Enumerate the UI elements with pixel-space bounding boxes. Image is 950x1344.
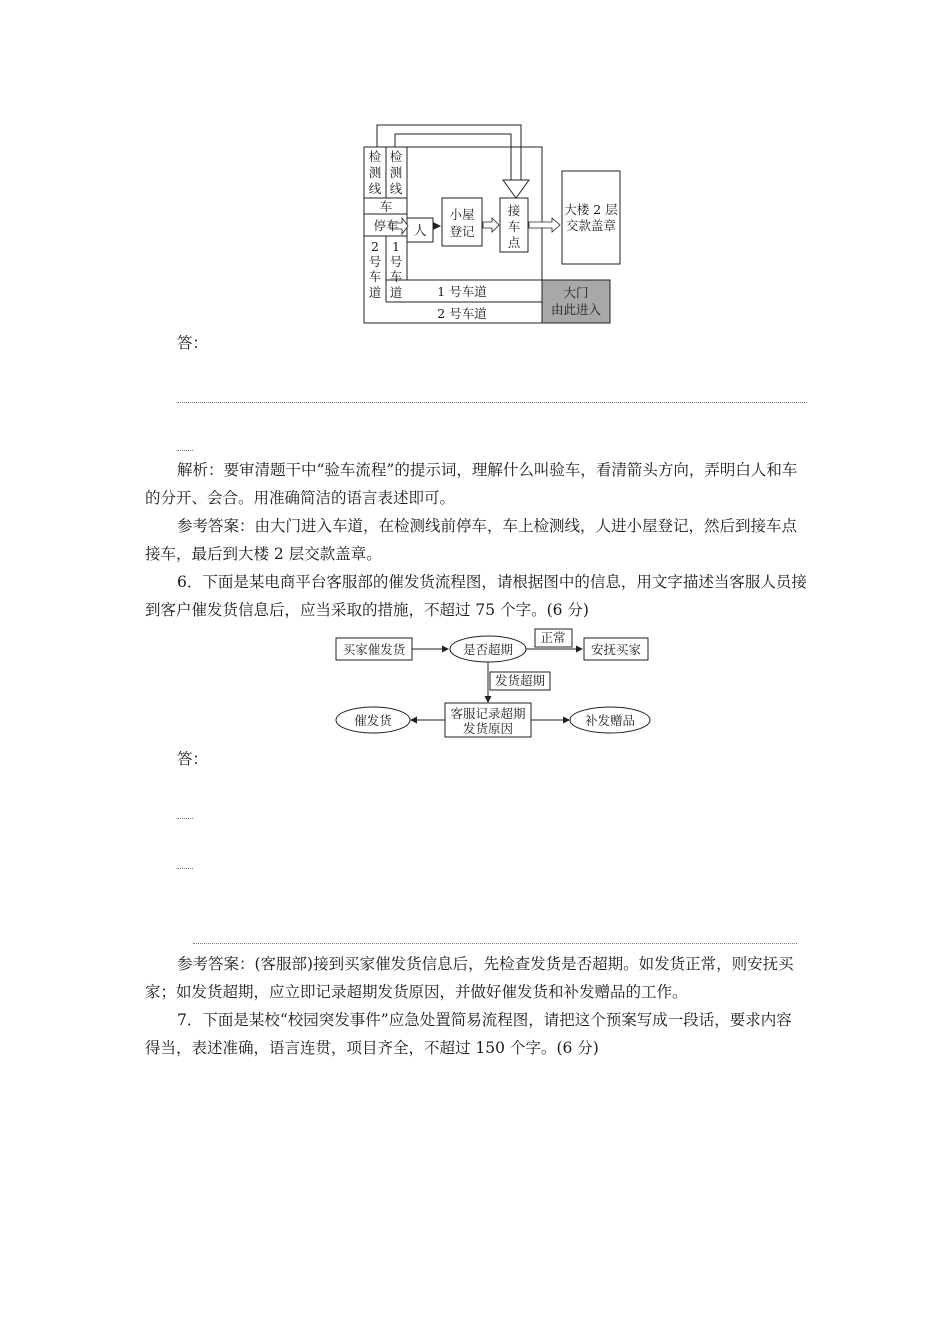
lane1-v-3: 道: [389, 285, 403, 300]
answer-line-2a: [177, 818, 193, 819]
parking-label: 停车: [373, 218, 399, 233]
hut-line1: 小屋: [449, 207, 475, 222]
urge-shipping-flow-diagram: [330, 626, 660, 744]
lane2-v-1: 号: [368, 254, 382, 269]
check-line-2-c0: 检: [389, 149, 403, 164]
hut-line2: 登记: [449, 224, 475, 239]
lane2-v-3: 道: [368, 285, 382, 300]
gate-line1: 大门: [563, 285, 589, 300]
gate-line2: 由此进入: [550, 302, 602, 317]
urge-ship-label: 催发货: [354, 713, 392, 728]
lane1-v-0: 1: [392, 239, 400, 254]
check-line-2-c2: 线: [389, 181, 403, 196]
answer-line-2c: [193, 943, 797, 944]
reference-answer-2: 参考答案：(客服部)接到买家催发货信息后，先检查发货是否超期。如发货正常，则安抚买家；如发货超期，应立即记录超期发货原因，并做好催发货和补发赠品的工作。: [145, 955, 794, 1001]
answer-label-2: 答：: [177, 750, 209, 768]
check-line-1-c1: 测: [368, 165, 382, 180]
answer-line-1-short: [177, 450, 193, 451]
building-line2: 交款盖章: [565, 218, 617, 233]
lane1-v-2: 车: [389, 269, 403, 284]
answer-line-2b: [177, 868, 193, 869]
lane1-label: 1 号车道: [437, 284, 487, 299]
lane2-v-0: 2: [371, 239, 379, 254]
building-line1: 大楼 2 层: [564, 202, 618, 217]
record-line1: 客服记录超期: [450, 706, 526, 721]
inspection-flow-diagram: [355, 118, 625, 330]
lane1-v-1: 号: [389, 254, 403, 269]
shipping-overdue-label: 发货超期: [494, 673, 546, 688]
pickup-c1: 车: [507, 219, 521, 234]
pickup-c2: 点: [507, 235, 521, 250]
gift-label: 补发赠品: [584, 713, 636, 728]
lane2-v-2: 车: [368, 269, 382, 284]
record-line2: 发货原因: [462, 721, 514, 736]
buyer-urge-label: 买家催发货: [342, 642, 406, 657]
analysis-paragraph: 解析：要审清题干中“验车流程”的提示词，理解什么叫验车，看清箭头方向，弄明白人和车的分开、会合。用准确简洁的语言表述即可。: [145, 461, 798, 507]
check-line-1-c2: 线: [368, 181, 382, 196]
che-label: 车: [379, 199, 393, 214]
reference-answer-1: 参考答案：由大门进入车道，在检测线前停车，车上检测线，人进小屋登记，然后到接车点接车，最后到大楼 2 层交款盖章。: [145, 517, 798, 563]
check-line-1-c0: 检: [368, 149, 382, 164]
question-7: 7．下面是某校“校园突发事件”应急处置简易流程图，请把这个预案写成一段话，要求内容得当，表述准确，语言连贯，项目齐全，不超过 150 个字。(6 分): [145, 1011, 792, 1057]
overdue-label: 是否超期: [462, 642, 514, 657]
comfort-label: 安抚买家: [590, 642, 642, 657]
answer-label-1: 答：: [177, 334, 209, 352]
normal-label: 正常: [540, 630, 566, 645]
lane2-label: 2 号车道: [437, 306, 487, 321]
answer-line-1: [177, 402, 807, 403]
question-6: 6．下面是某电商平台客服部的催发货流程图，请根据图中的信息，用文字描述当客服人员接到客户催发货信息后，应当采取的措施，不超过 75 个字。(6 分): [145, 573, 807, 619]
check-line-2-c1: 测: [389, 165, 403, 180]
pickup-c0: 接: [507, 203, 521, 218]
person-label: 人: [413, 224, 427, 239]
